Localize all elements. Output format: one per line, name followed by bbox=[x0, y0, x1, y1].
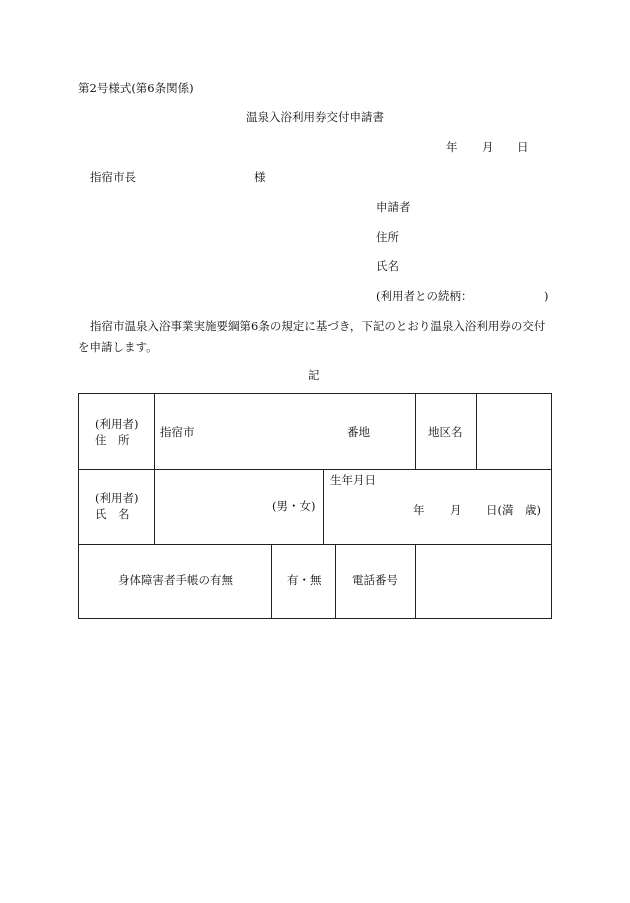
disability-handbook-label: 身体障害者手帳の有無 bbox=[118, 573, 233, 587]
application-table bbox=[78, 393, 552, 619]
body-line-2: を申請します。 bbox=[78, 340, 158, 354]
table-col-divider bbox=[335, 544, 336, 618]
birth-month-label: 月 bbox=[450, 503, 462, 517]
birth-date-label: 生年月日 bbox=[330, 473, 376, 487]
table-col-divider bbox=[154, 394, 155, 544]
addressee-name: 指宿市長 bbox=[90, 170, 136, 184]
body-line-1: 指宿市温泉入浴事業実施要綱第6条の規定に基づき，下記のとおり温泉入浴利用券の交付 bbox=[90, 319, 546, 333]
addressee-honorific: 様 bbox=[254, 170, 266, 184]
user-address-banchi: 番地 bbox=[347, 425, 370, 439]
phone-number-label: 電話番号 bbox=[352, 573, 398, 587]
date-month-label: 月 bbox=[482, 140, 494, 154]
table-col-divider bbox=[323, 469, 324, 544]
table-col-divider bbox=[271, 544, 272, 618]
user-address-label-top: (利用者) bbox=[95, 417, 139, 431]
date-year-label: 年 bbox=[446, 140, 458, 154]
user-name-label-top: (利用者) bbox=[95, 491, 139, 505]
applicant-relation-close: ) bbox=[544, 289, 549, 303]
disability-has-not: 有・無 bbox=[287, 573, 322, 587]
user-address-label-bottom: 住 所 bbox=[95, 433, 130, 447]
birth-year-label: 年 bbox=[413, 503, 425, 517]
document-title: 温泉入浴利用券交付申請書 bbox=[246, 110, 384, 124]
applicant-address-label: 住所 bbox=[376, 230, 399, 244]
table-col-divider bbox=[476, 394, 477, 469]
table-col-divider bbox=[415, 544, 416, 618]
applicant-relation-label: (利用者との続柄： bbox=[376, 289, 473, 303]
gender-choice: (男・女) bbox=[272, 499, 316, 513]
applicant-name-label: 氏名 bbox=[376, 259, 399, 273]
date-day-label: 日 bbox=[517, 140, 529, 154]
table-row-divider bbox=[79, 544, 551, 545]
user-name-label-bottom: 氏 名 bbox=[95, 507, 130, 521]
birth-day-age-label: 日(満 歳) bbox=[486, 503, 541, 517]
ki-label: 記 bbox=[308, 368, 320, 382]
form-number: 第2号様式(第6条関係) bbox=[78, 81, 194, 95]
applicant-heading: 申請者 bbox=[376, 200, 411, 214]
district-name-label: 地区名 bbox=[428, 425, 463, 439]
table-row-divider bbox=[79, 469, 551, 470]
table-col-divider bbox=[415, 394, 416, 469]
user-address-city: 指宿市 bbox=[160, 425, 195, 439]
